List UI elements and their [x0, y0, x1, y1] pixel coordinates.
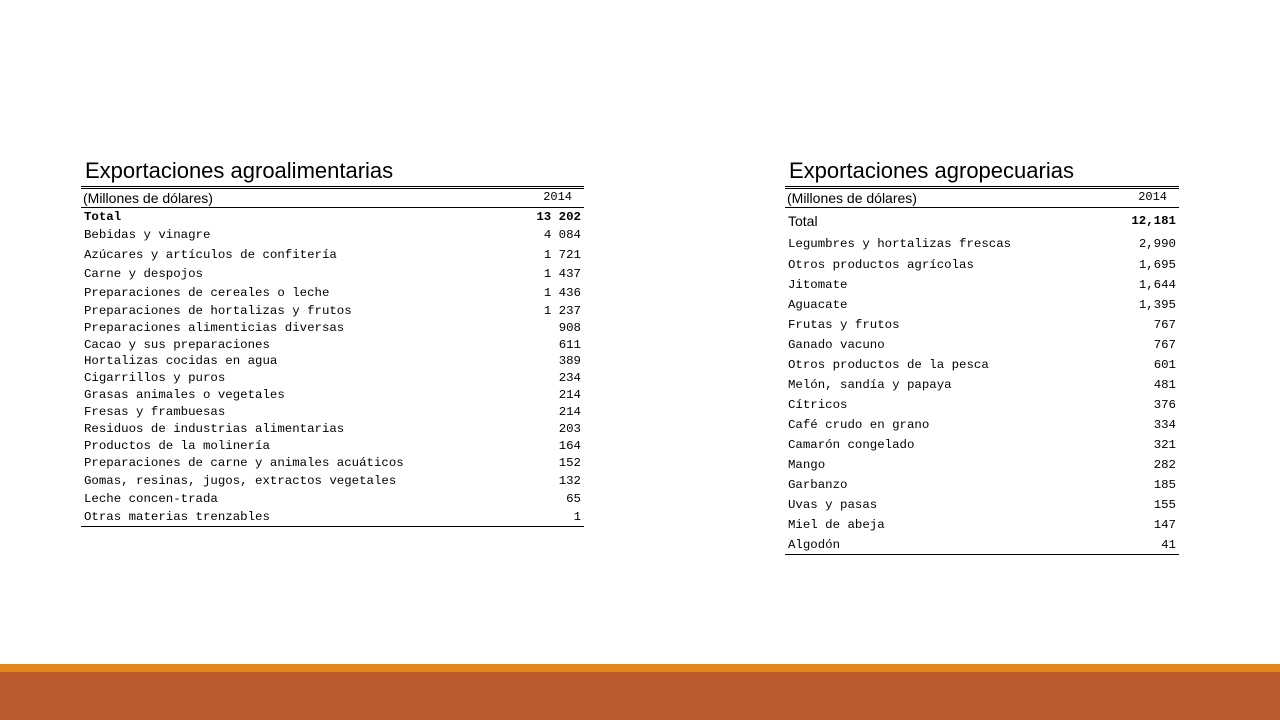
- row-value: 334: [1153, 418, 1176, 432]
- row-value: 1 721: [543, 247, 581, 262]
- row-value: 389: [558, 354, 581, 368]
- table-row: [785, 254, 1179, 275]
- table-row: [785, 455, 1179, 475]
- table-row: [785, 475, 1179, 495]
- row-label: Gomas, resinas, jugos, extractos vegetales: [84, 474, 397, 488]
- table-row: [81, 386, 584, 403]
- table-row: [785, 495, 1179, 515]
- row-value: 147: [1153, 518, 1176, 532]
- table-body: [785, 233, 1179, 554]
- row-label: Ganado vacuno: [788, 338, 885, 352]
- total-value: 12,181: [1131, 213, 1176, 228]
- row-label: Frutas y frutos: [788, 318, 900, 332]
- table-row: [785, 275, 1179, 295]
- table-row: [785, 233, 1179, 254]
- row-value: 601: [1153, 358, 1176, 372]
- table-row: [785, 535, 1179, 554]
- row-label: Café crudo en grano: [788, 418, 930, 432]
- row-label: Leche concen-trada: [84, 492, 218, 506]
- table-row: [81, 225, 584, 245]
- row-value: 611: [558, 337, 581, 352]
- row-label: Bebidas y vinagre: [84, 228, 211, 242]
- row-value: 185: [1153, 478, 1176, 492]
- table-row: [81, 508, 584, 526]
- row-value: 1: [573, 510, 581, 524]
- row-label: Cítricos: [788, 398, 848, 412]
- row-value: 908: [558, 320, 581, 335]
- table-row: [785, 375, 1179, 395]
- table-row: [81, 420, 584, 437]
- row-label: Preparaciones de cereales o leche: [84, 285, 330, 300]
- row-value: 65: [566, 492, 581, 506]
- row-label: Algodón: [788, 537, 841, 552]
- total-value: 13 202: [536, 209, 581, 224]
- table-row: [81, 302, 584, 319]
- row-label: Fresas y frambuesas: [84, 404, 226, 419]
- agropecuarias-table: [785, 158, 1179, 555]
- row-label: Miel de abeja: [788, 518, 885, 532]
- row-label: Preparaciones de hortalizas y frutos: [84, 303, 352, 318]
- unit-label: (Millones de dólares): [787, 190, 917, 206]
- footer-band-accent: [0, 664, 1280, 672]
- row-value: 132: [558, 474, 581, 488]
- row-value: 152: [558, 456, 581, 470]
- table-row: [81, 437, 584, 454]
- table-row: [81, 454, 584, 472]
- table-header: [81, 189, 584, 208]
- row-label: Preparaciones de carne y animales acuáticos: [84, 456, 404, 470]
- row-value: 1,644: [1138, 278, 1176, 292]
- row-label: Legumbres y hortalizas frescas: [788, 236, 1012, 251]
- total-row: [785, 208, 1179, 233]
- row-value: 767: [1153, 338, 1176, 352]
- table-header: [785, 189, 1179, 208]
- total-label: Total: [84, 209, 122, 224]
- bottom-rule: [81, 526, 584, 527]
- table-row: [785, 435, 1179, 455]
- total-label: Total: [788, 212, 818, 229]
- table-row: [81, 403, 584, 420]
- total-row: [81, 208, 584, 225]
- table-row: [785, 295, 1179, 315]
- row-label: Hortalizas cocidas en agua: [84, 354, 278, 368]
- table-row: [785, 515, 1179, 535]
- row-label: Otras materias trenzables: [84, 510, 270, 524]
- row-value: 214: [558, 404, 581, 419]
- row-label: Melón, sandía y papaya: [788, 378, 952, 392]
- table-row: [81, 369, 584, 386]
- row-label: Cigarrillos y puros: [84, 370, 226, 385]
- row-label: Uvas y pasas: [788, 498, 878, 512]
- table-row: [81, 336, 584, 353]
- footer-band-base: [0, 672, 1280, 720]
- row-value: 376: [1153, 398, 1176, 412]
- table-row: [81, 319, 584, 336]
- row-label: Garbanzo: [788, 478, 848, 492]
- row-value: 2,990: [1138, 236, 1176, 251]
- table-title: Exportaciones agroalimentarias: [85, 158, 394, 183]
- row-value: 41: [1161, 537, 1176, 552]
- row-value: 4 084: [543, 228, 581, 242]
- row-value: 1 436: [543, 285, 581, 300]
- row-label: Mango: [788, 458, 826, 472]
- row-label: Camarón congelado: [788, 438, 915, 452]
- row-value: 321: [1153, 438, 1176, 452]
- table-row: [785, 315, 1179, 335]
- table-row: [785, 335, 1179, 355]
- row-label: Carne y despojos: [84, 266, 203, 281]
- unit-label: (Millones de dólares): [83, 190, 213, 206]
- row-value: 1 437: [543, 266, 581, 281]
- row-label: Jitomate: [788, 278, 848, 292]
- row-value: 481: [1153, 378, 1176, 392]
- row-value: 203: [558, 421, 581, 436]
- table-row: [785, 415, 1179, 435]
- agroalimentarias-table: [81, 158, 584, 527]
- row-value: 1,395: [1138, 298, 1176, 312]
- row-label: Cacao y sus preparaciones: [84, 337, 270, 352]
- row-value: 282: [1153, 458, 1176, 472]
- table-row: [785, 395, 1179, 415]
- table-row: [81, 283, 584, 302]
- table-title: Exportaciones agropecuarias: [789, 158, 1074, 183]
- year-header: 2014: [1138, 190, 1167, 204]
- row-label: Otros productos agrícolas: [788, 257, 974, 272]
- table-row: [81, 353, 584, 369]
- table-row: [81, 264, 584, 283]
- table-row: [81, 245, 584, 264]
- table-body: [81, 225, 584, 526]
- row-value: 1 237: [543, 303, 581, 318]
- footer-band: [0, 664, 1280, 720]
- row-label: Aguacate: [788, 298, 848, 312]
- row-label: Preparaciones alimenticias diversas: [84, 320, 345, 335]
- row-value: 1,695: [1138, 257, 1176, 272]
- table-row: [81, 490, 584, 508]
- row-value: 155: [1153, 498, 1176, 512]
- table-row: [785, 355, 1179, 375]
- row-value: 767: [1153, 318, 1176, 332]
- row-value: 164: [558, 438, 581, 453]
- row-label: Residuos de industrias alimentarias: [84, 421, 345, 436]
- table-row: [81, 472, 584, 490]
- year-header: 2014: [543, 190, 572, 204]
- row-label: Azúcares y artículos de confitería: [84, 247, 337, 262]
- row-label: Grasas animales o vegetales: [84, 387, 285, 402]
- bottom-rule: [785, 554, 1179, 555]
- row-value: 234: [558, 370, 581, 385]
- row-label: Otros productos de la pesca: [788, 358, 989, 372]
- row-value: 214: [558, 387, 581, 402]
- row-label: Productos de la molinería: [84, 438, 270, 453]
